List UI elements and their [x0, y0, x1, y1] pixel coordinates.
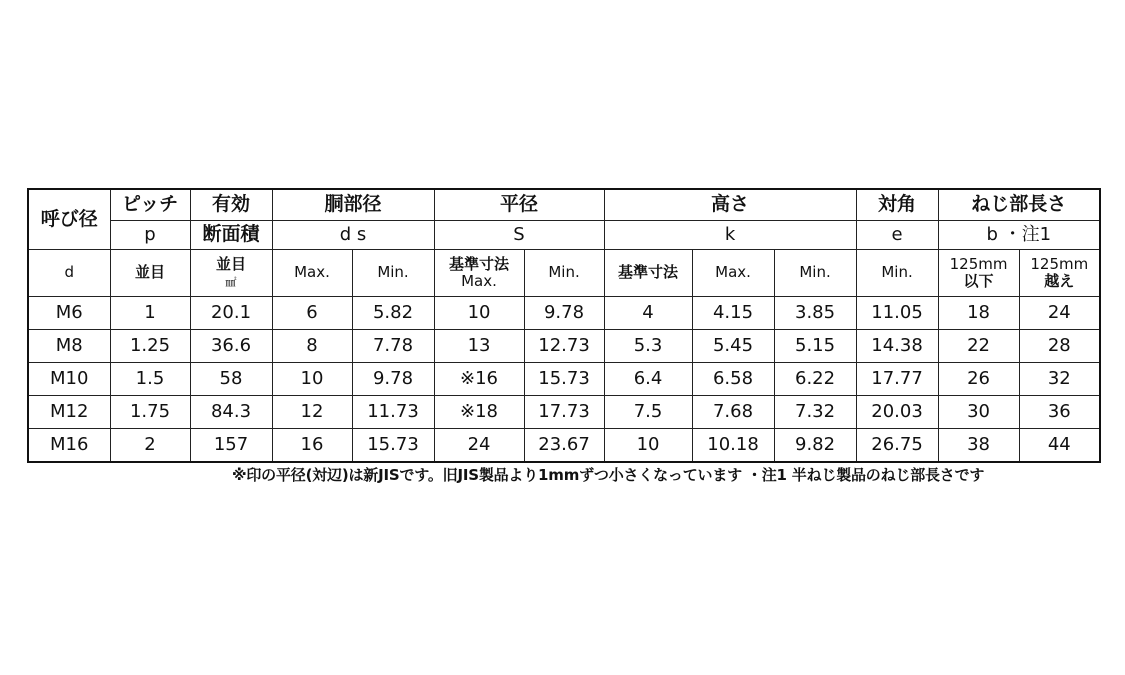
table-row: [28, 297, 1100, 330]
header-thread-b1-label: 以下: [963, 272, 994, 290]
cell-pitch: 1.25: [110, 330, 190, 363]
cell-pitch: 1.75: [110, 396, 190, 429]
header-width-basic-max: [434, 250, 524, 297]
cell-nominal: M12: [28, 396, 110, 429]
cell-width-max: ※16: [434, 363, 524, 396]
table-footnote: ※印の平径(対辺)は新JISです。旧JIS製品より1mmずつ小さくなっています ・注1 半ねじ製品のねじ部長さです: [232, 466, 985, 484]
cell-width-max: 24: [434, 429, 524, 463]
cell-thread-b2: 44: [1019, 429, 1100, 463]
cell-height-min: 9.82: [774, 429, 856, 463]
cell-area: 157: [190, 429, 272, 463]
cell-shank-min: 11.73: [352, 396, 434, 429]
cell-height-max: 4.15: [692, 297, 774, 330]
cell-thread-b1: 38: [938, 429, 1019, 463]
cell-height-max: 10.18: [692, 429, 774, 463]
cell-shank-min: 7.78: [352, 330, 434, 363]
header-thread-symbol: b ・注1: [938, 221, 1100, 250]
cell-width-min: 9.78: [524, 297, 604, 330]
header-thread-b2-label: 越え: [1044, 272, 1075, 290]
header-width-basic: 基準寸法: [449, 254, 510, 273]
cell-shank-min: 5.82: [352, 297, 434, 330]
cell-nominal: M10: [28, 363, 110, 396]
cell-shank-max: 8: [272, 330, 352, 363]
cell-height-basic: 6.4: [604, 363, 692, 396]
header-height-basic: 基準寸法: [604, 250, 692, 297]
cell-width-max: 13: [434, 330, 524, 363]
header-shank-max: Max.: [272, 250, 352, 297]
cell-height-max: 5.45: [692, 330, 774, 363]
header-pitch-symbol: p: [110, 221, 190, 250]
header-width-max: Max.: [461, 272, 497, 290]
header-shank: 胴部径: [272, 189, 434, 221]
table-row: [28, 429, 1100, 463]
cell-thread-b2: 24: [1019, 297, 1100, 330]
cell-height-max: 7.68: [692, 396, 774, 429]
cell-thread-b1: 26: [938, 363, 1019, 396]
cell-thread-b1: 18: [938, 297, 1019, 330]
cell-thread-b1: 22: [938, 330, 1019, 363]
bolt-dimension-table: [27, 188, 1101, 463]
header-d: d: [28, 250, 110, 297]
cell-width-min: 12.73: [524, 330, 604, 363]
cell-corner-min: 20.03: [856, 396, 938, 429]
header-area-coarse: 並目: [215, 254, 246, 273]
table-row: [28, 330, 1100, 363]
cell-height-min: 7.32: [774, 396, 856, 429]
header-row-1: [28, 189, 1100, 221]
header-area-sub: [190, 250, 272, 297]
cell-width-max: 10: [434, 297, 524, 330]
cell-shank-max: 6: [272, 297, 352, 330]
header-row-2: [28, 221, 1100, 250]
cell-area: 58: [190, 363, 272, 396]
table-row: [28, 396, 1100, 429]
cell-corner-min: 14.38: [856, 330, 938, 363]
cell-height-min: 3.85: [774, 297, 856, 330]
header-corner-min: Min.: [856, 250, 938, 297]
cell-shank-max: 10: [272, 363, 352, 396]
cell-height-basic: 4: [604, 297, 692, 330]
header-thread: ねじ部長さ: [938, 189, 1100, 221]
cell-width-max: ※18: [434, 396, 524, 429]
header-pitch: ピッチ: [110, 189, 190, 221]
cell-nominal: M8: [28, 330, 110, 363]
header-area-line2: 断面積: [190, 221, 272, 250]
table-row: [28, 363, 1100, 396]
cell-height-basic: 7.5: [604, 396, 692, 429]
cell-shank-max: 12: [272, 396, 352, 429]
header-shank-min: Min.: [352, 250, 434, 297]
header-nominal: 呼び径: [28, 189, 110, 250]
cell-corner-min: 11.05: [856, 297, 938, 330]
cell-height-basic: 5.3: [604, 330, 692, 363]
header-height-symbol: k: [604, 221, 856, 250]
cell-height-min: 5.15: [774, 330, 856, 363]
cell-height-basic: 10: [604, 429, 692, 463]
cell-pitch: 1: [110, 297, 190, 330]
cell-shank-min: 9.78: [352, 363, 434, 396]
cell-height-max: 6.58: [692, 363, 774, 396]
header-thread-b1: [938, 250, 1019, 297]
cell-thread-b2: 36: [1019, 396, 1100, 429]
cell-corner-min: 26.75: [856, 429, 938, 463]
header-thread-b2-size: 125mm: [1030, 254, 1089, 273]
cell-height-min: 6.22: [774, 363, 856, 396]
header-width: 平径: [434, 189, 604, 221]
header-height-max: Max.: [692, 250, 774, 297]
cell-width-min: 15.73: [524, 363, 604, 396]
header-height-min: Min.: [774, 250, 856, 297]
header-area-unit: ㎟: [225, 276, 237, 289]
cell-nominal: M16: [28, 429, 110, 463]
cell-thread-b2: 28: [1019, 330, 1100, 363]
header-thread-b2: [1019, 250, 1100, 297]
header-width-symbol: S: [434, 221, 604, 250]
cell-area: 84.3: [190, 396, 272, 429]
cell-shank-max: 16: [272, 429, 352, 463]
cell-area: 36.6: [190, 330, 272, 363]
header-area-line1: 有効: [190, 189, 272, 221]
cell-nominal: M6: [28, 297, 110, 330]
cell-corner-min: 17.77: [856, 363, 938, 396]
header-corner: 対角: [856, 189, 938, 221]
cell-area: 20.1: [190, 297, 272, 330]
cell-thread-b1: 30: [938, 396, 1019, 429]
cell-thread-b2: 32: [1019, 363, 1100, 396]
cell-shank-min: 15.73: [352, 429, 434, 463]
header-thread-b1-size: 125mm: [949, 254, 1008, 273]
header-shank-symbol: d s: [272, 221, 434, 250]
cell-width-min: 23.67: [524, 429, 604, 463]
header-row-3: [28, 250, 1100, 297]
header-corner-symbol: e: [856, 221, 938, 250]
header-width-min: Min.: [524, 250, 604, 297]
header-pitch-coarse: 並目: [110, 250, 190, 297]
header-height: 高さ: [604, 189, 856, 221]
cell-pitch: 1.5: [110, 363, 190, 396]
cell-pitch: 2: [110, 429, 190, 463]
cell-width-min: 17.73: [524, 396, 604, 429]
